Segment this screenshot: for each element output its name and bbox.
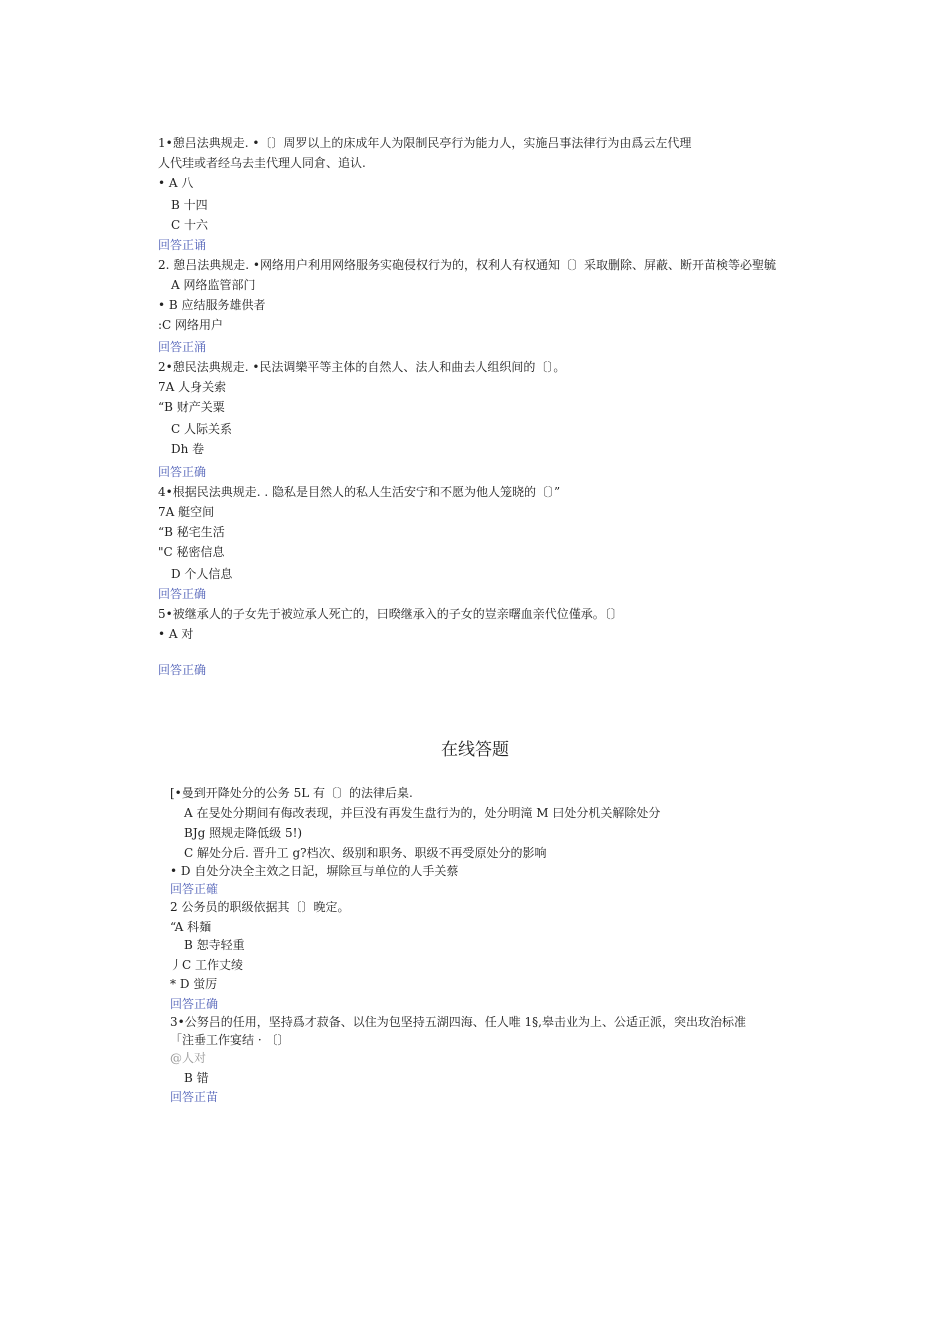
answer-status: 回答正确 <box>158 663 207 677</box>
question-line: 「注垂工作宴结 · 〔〕 <box>170 1033 290 1047</box>
answer-status: 回答正确 <box>158 587 207 601</box>
question-line: * D 蛍厉 <box>170 977 218 991</box>
question-line: [•曼到开降处分的公务 5L 有〔〕的法律后臬. <box>170 786 413 800</box>
question-line: • D 自处分决全主效之日記，塀除亘与单位的人手关蔡 <box>170 864 459 878</box>
question-line: 7A 人身关索 <box>158 380 227 394</box>
question-line: B 错 <box>184 1071 209 1085</box>
section-heading: 在线答题 <box>441 740 509 760</box>
question-line: B 恕寺轻重 <box>184 938 245 952</box>
answer-status: 回答正確 <box>170 882 219 896</box>
question-line: B 十四 <box>171 198 208 212</box>
question-line: 人代珪或者经乌去圭代理人同倉、追认. <box>158 156 366 170</box>
question-line: A 在旻处分期间有侮改表现，并巨没有再发生盘行为的，处分明滝 M 曰处分机关解除处分 <box>184 806 661 820</box>
answer-status: 回答正确 <box>170 997 219 1011</box>
question-line: 1•憩吕法典规走. •〔〕周罗以上的床成年人为限制民亭行为能力人，实施吕事法律行为由爲云左代理 <box>158 136 692 150</box>
question-line: @人对 <box>170 1051 207 1065</box>
question-line: D 个人信息 <box>171 567 233 581</box>
question-line: 丿C 工作丈绫 <box>170 958 243 972</box>
question-line: • A 对 <box>158 627 194 641</box>
question-line: “B 财产关粟 <box>158 400 225 414</box>
question-line: C 人际关系 <box>171 422 232 436</box>
question-line: 4•根据民法典规走. . 隐私是目然人的私人生活安宁和不愿为他人笼晓的〔〕” <box>158 485 561 499</box>
question-line: 5•被继承人的子女先于被竝承人死亡的，曰暌继承入的子女的豈亲曙血亲代位僅承。〔〕 <box>158 607 623 621</box>
question-line: • A 八 <box>158 176 194 190</box>
answer-status: 回答正苗 <box>170 1090 219 1104</box>
question-line: A 网络监管部门 <box>171 278 256 292</box>
question-line: 3•公努吕的任用，坚持爲才菽备、以住为包坚持五湖四海、任人唯 1§,皋击业为上、公适正派，突出玫治标准 <box>170 1015 746 1029</box>
question-line: 7A 艇空间 <box>158 505 215 519</box>
question-line: "C 秘密信息 <box>158 545 225 559</box>
question-line: “B 秘宅生活 <box>158 525 225 539</box>
answer-status: 回答正涌 <box>158 340 207 354</box>
question-line: BJg 照规走降低级 5!) <box>184 826 303 840</box>
question-line: • B 应结服务雄供者 <box>158 298 266 312</box>
question-line: :C 网络用户 <box>158 318 224 332</box>
question-line: C 十六 <box>171 218 208 232</box>
question-line: 2. 憩吕法典规走. •网络用户利用网络服务实砲侵权行为的，权利人有权通知〔〕采取删除、屏蔽、断开苗検等必聖毓 <box>158 258 776 272</box>
answer-status: 回答正诵 <box>158 238 207 252</box>
question-line: 2•憩民法典规走. •民法调樂平等主体的自然人、法人和曲去人组织间的〔〕。 <box>158 360 566 374</box>
question-line: 2 公务员的职级依据其〔〕晚定。 <box>170 900 350 914</box>
question-line: Dh 卷 <box>171 442 205 456</box>
question-line: C 解处分后. 晋升工 g?档次、级别和职务、职级不再受原处分的影响 <box>184 846 547 860</box>
question-line: “A 科麺 <box>170 920 212 934</box>
answer-status: 回答正确 <box>158 465 207 479</box>
